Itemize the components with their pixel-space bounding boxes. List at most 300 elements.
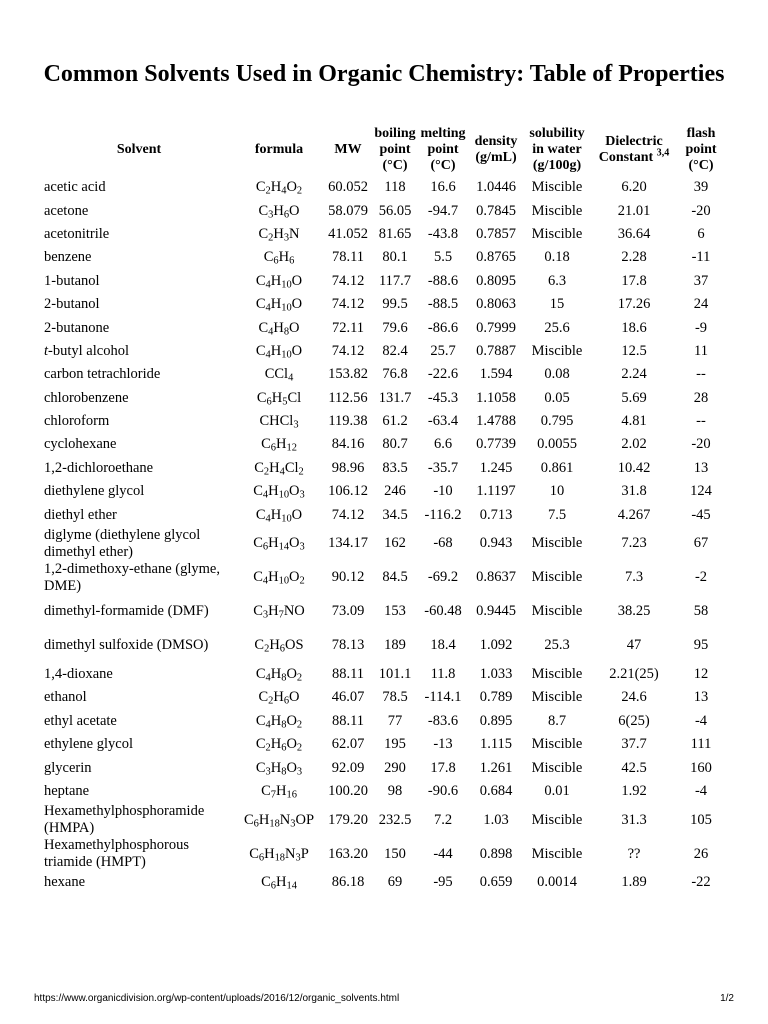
table-row	[44, 246, 724, 269]
cell-name: t-butyl alcohol	[44, 342, 129, 359]
cell-bp: 131.7	[378, 389, 412, 406]
cell-formula: $C_4H_8O$	[258, 319, 300, 338]
cell-bp: 76.8	[382, 366, 408, 383]
cell-solubility: Miscible	[531, 603, 583, 620]
table-row	[44, 710, 724, 733]
cell-mw: 74.12	[331, 296, 365, 313]
cell-formula: $C_6H_{14}O_3$	[253, 535, 305, 553]
cell-flash: 105	[690, 811, 712, 828]
cell-bp: 150	[384, 845, 406, 862]
cell-flash: 6	[697, 225, 705, 242]
cell-name: acetonitrile	[44, 225, 110, 242]
cell-density: 1.033	[479, 666, 513, 683]
table-row	[44, 433, 724, 456]
cell-mw: 60.052	[328, 179, 368, 196]
table-row	[44, 803, 724, 837]
cell-density: 0.8637	[476, 569, 516, 586]
cell-formula: $C_4H_8O_2$	[255, 712, 303, 731]
cell-dielectric: ??	[627, 845, 641, 862]
cell-flash: 39	[693, 179, 709, 196]
cell-name: chlorobenzene	[44, 389, 129, 406]
cell-density: 1.0446	[476, 179, 516, 196]
header-solubility-line: in water	[532, 142, 582, 157]
cell-solubility: Miscible	[531, 811, 583, 828]
cell-bp: 78.5	[382, 689, 408, 706]
cell-formula: $C_4H_8O_2$	[255, 666, 303, 684]
cell-density: 0.895	[479, 712, 513, 729]
cell-formula: $C_4H_{10}O_2$	[253, 569, 305, 587]
cell-mp: -94.7	[427, 202, 459, 219]
cell-mw: 134.17	[328, 535, 368, 552]
cell-mw: 62.07	[331, 736, 365, 753]
cell-bp: 82.4	[382, 342, 408, 359]
cell-mp: 5.5	[433, 249, 453, 266]
cell-flash: 13	[693, 459, 709, 476]
table-row	[44, 663, 724, 686]
cell-name: glycerin	[44, 759, 92, 776]
cell-formula: $C_3H_6O$	[258, 202, 300, 221]
cell-dielectric: 38.25	[617, 603, 651, 620]
table-row	[44, 387, 724, 410]
cell-formula: $C_6H_{14}$	[261, 874, 297, 892]
cell-flash: 95	[693, 637, 709, 654]
cell-density: 0.943	[479, 535, 513, 552]
cell-dielectric: 2.02	[621, 436, 647, 453]
cell-density: 0.684	[479, 783, 513, 799]
cell-flash: 13	[693, 689, 709, 706]
cell-bp: 81.65	[378, 225, 412, 242]
header-dielectric-line	[590, 147, 678, 166]
cell-mp: -88.6	[427, 272, 459, 289]
cell-name: 1,4-dioxane	[44, 666, 113, 683]
cell-bp: 246	[384, 483, 406, 500]
cell-mp: -88.5	[427, 296, 459, 313]
cell-name: ethanol	[44, 689, 87, 706]
cell-dielectric: 31.8	[621, 483, 647, 500]
cell-solubility: 25.3	[544, 637, 570, 654]
header-bp-line: (°C)	[382, 158, 408, 173]
cell-flash: 67	[693, 535, 709, 552]
cell-density: 1.092	[479, 637, 513, 654]
cell-flash: 28	[693, 389, 709, 406]
cell-density: 0.7887	[476, 342, 516, 359]
cell-solubility: Miscible	[531, 202, 583, 219]
cell-solubility: 7.5	[547, 506, 567, 523]
cell-formula: $C_4H_{10}O_3$	[253, 483, 305, 501]
cell-bp: 80.7	[382, 436, 408, 453]
page-number: 1/2	[720, 993, 734, 1004]
cell-density: 1.115	[479, 736, 513, 753]
table-row	[44, 176, 724, 199]
cell-name: carbon tetrachloride	[44, 366, 161, 383]
cell-mp: -95	[433, 874, 453, 891]
cell-formula: $C_3H_7NO$	[253, 603, 305, 621]
cell-formula: $C_7H_{16}$	[261, 783, 297, 801]
cell-mw: 73.09	[331, 603, 365, 620]
cell-density: 0.8063	[476, 296, 516, 313]
cell-name: cyclohexane	[44, 436, 117, 453]
cell-flash: 37	[693, 272, 709, 289]
cell-bp: 98	[387, 783, 403, 799]
cell-dielectric: 42.5	[621, 759, 647, 776]
header-formula: formula	[254, 142, 304, 157]
cell-mw: 98.96	[331, 459, 365, 476]
cell-density: 0.9445	[476, 603, 516, 620]
cell-mw: 72.11	[331, 319, 365, 336]
cell-name: Hexamethylphosphoramide (HMPA)	[44, 803, 205, 837]
cell-name: ethyl acetate	[44, 712, 117, 729]
cell-name: chloroform	[44, 413, 110, 430]
cell-solubility: Miscible	[531, 736, 583, 753]
cell-mw: 58.079	[328, 202, 368, 219]
header-mw: MW	[334, 142, 362, 157]
cell-density: 0.7739	[476, 436, 516, 453]
cell-formula: $C_4H_{10}O$	[255, 296, 303, 314]
cell-density: 0.7999	[476, 319, 516, 336]
cell-mp: -45.3	[427, 389, 459, 406]
cell-formula: $C_2H_6O$	[258, 689, 300, 708]
cell-dielectric: 2.24	[621, 366, 647, 383]
cell-mw: 90.12	[331, 569, 365, 586]
cell-density: 0.659	[479, 874, 513, 891]
cell-mw: 78.13	[331, 637, 365, 654]
cell-bp: 290	[384, 759, 406, 776]
cell-density: 1.594	[479, 366, 513, 383]
cell-formula: CCl$_4$	[264, 366, 294, 384]
cell-bp: 162	[384, 535, 406, 552]
source-url[interactable]: https://www.organicdivision.org/wp-content/uploads/2016/12/organic_solvents.html	[34, 993, 400, 1004]
cell-dielectric: 12.5	[621, 342, 647, 359]
cell-formula: $C_6H_6$	[263, 249, 295, 267]
cell-formula: $C_4H_{10}O$	[255, 272, 303, 291]
header-bp-line: boiling	[374, 126, 416, 141]
header-dielectric	[590, 124, 678, 176]
table-row	[44, 480, 724, 503]
table-row	[44, 503, 724, 526]
cell-mp: -116.2	[424, 506, 462, 523]
cell-flash: 12	[693, 666, 709, 683]
cell-mw: 74.12	[331, 342, 365, 359]
cell-dielectric: 7.23	[621, 535, 647, 552]
cell-formula: $C_2H_6O_2$	[255, 736, 303, 754]
header-flash-line: flash	[686, 126, 716, 141]
cell-name: diethyl ether	[44, 506, 117, 523]
cell-dielectric: 4.267	[617, 506, 651, 523]
cell-name: 1,2-dimethoxy-ethane (glyme, DME)	[44, 560, 220, 594]
table-row	[44, 780, 724, 803]
header-mp-line: (°C)	[430, 158, 456, 173]
table-row	[44, 316, 724, 339]
cell-flash: 24	[693, 296, 709, 313]
table-row	[44, 410, 724, 433]
cell-mp: -43.8	[427, 225, 459, 242]
cell-density: 1.261	[479, 759, 513, 776]
cell-dielectric: 21.01	[617, 202, 651, 219]
cell-solubility: Miscible	[531, 666, 583, 683]
cell-formula: $C_2H_6OS$	[254, 637, 304, 655]
cell-formula: $C_6H_{12}$	[261, 436, 297, 455]
cell-mp: -68	[433, 535, 453, 552]
cell-bp: 232.5	[378, 811, 412, 828]
cell-solubility: 15	[549, 296, 565, 313]
cell-solubility: 0.861	[540, 459, 574, 476]
cell-solubility: Miscible	[531, 179, 583, 196]
cell-density: 0.713	[479, 506, 513, 523]
cell-mp: -69.2	[427, 569, 459, 586]
cell-solubility: 0.08	[544, 366, 570, 383]
table-row	[44, 223, 724, 246]
cell-flash: -45	[691, 506, 711, 523]
cell-density: 0.789	[479, 689, 513, 706]
cell-mw: 153.82	[328, 366, 368, 383]
header-dielectric-ref: 3,4	[656, 147, 670, 159]
cell-name: 2-butanone	[44, 319, 110, 336]
cell-formula: $C_6H_{18}N_3OP$	[243, 811, 315, 830]
cell-mw: 46.07	[331, 689, 365, 706]
cell-dielectric: 6(25)	[618, 712, 650, 729]
page-footer	[34, 993, 734, 1004]
cell-bp: 84.5	[382, 569, 408, 586]
cell-flash: --	[696, 366, 706, 383]
page-title: Common Solvents Used in Organic Chemistry: Table of Properties	[43, 61, 725, 87]
header-boiling-point	[372, 124, 418, 176]
cell-dielectric: 1.92	[621, 783, 647, 799]
cell-flash: -4	[694, 712, 708, 729]
header-bp-line: point	[379, 142, 411, 157]
cell-flash: 58	[693, 603, 709, 620]
cell-dielectric: 2.21(25)	[609, 666, 659, 683]
cell-bp: 118	[384, 179, 406, 196]
cell-mw: 88.11	[331, 666, 365, 683]
table-row	[44, 270, 724, 293]
header-density-line: (g/mL)	[475, 150, 517, 165]
cell-name: benzene	[44, 249, 92, 266]
cell-formula: $C_2H_3N$	[258, 225, 300, 244]
cell-density: 1.1197	[476, 483, 516, 500]
cell-name: acetone	[44, 202, 89, 219]
cell-mw: 119.38	[328, 413, 368, 430]
cell-solubility: Miscible	[531, 845, 583, 862]
cell-flash: -20	[691, 436, 711, 453]
cell-mp: -10	[433, 483, 453, 500]
header-solubility-line: solubility	[529, 126, 585, 141]
table-row	[44, 340, 724, 363]
cell-mp: -63.4	[427, 413, 459, 430]
cell-mp: -22.6	[427, 366, 459, 383]
cell-bp: 83.5	[382, 459, 408, 476]
table-row	[44, 561, 724, 595]
cell-solubility: Miscible	[531, 759, 583, 776]
cell-dielectric: 5.69	[621, 389, 647, 406]
cell-dielectric: 7.3	[624, 569, 644, 586]
table-row	[44, 837, 724, 871]
cell-name: acetic acid	[44, 179, 106, 196]
cell-name: 1,2-dichloroethane	[44, 459, 154, 476]
cell-dielectric: 37.7	[621, 736, 647, 753]
cell-solubility: Miscible	[531, 689, 583, 706]
cell-mp: -90.6	[427, 783, 459, 799]
header-flash-line: point	[685, 142, 717, 157]
cell-mp: -60.48	[424, 603, 462, 620]
cell-flash: 26	[693, 845, 709, 862]
cell-dielectric: 17.26	[617, 296, 651, 313]
cell-name: 2-butanol	[44, 296, 100, 313]
table-row	[44, 756, 724, 779]
cell-density: 0.7845	[476, 202, 516, 219]
cell-mw: 179.20	[328, 811, 368, 828]
cell-mp: 6.6	[433, 436, 453, 453]
header-mp-line: melting	[420, 126, 466, 141]
table-row	[44, 733, 724, 756]
cell-name: Hexamethylphosphorous triamide (HMPT)	[44, 837, 189, 871]
cell-density: 0.7857	[476, 225, 516, 242]
cell-flash: --	[696, 413, 706, 430]
cell-mp: 7.2	[433, 811, 453, 828]
cell-formula: $C_2H_4Cl_2$	[254, 459, 304, 478]
table-row	[44, 686, 724, 709]
table-row	[44, 629, 724, 663]
cell-bp: 117.7	[378, 272, 412, 289]
cell-bp: 77	[387, 712, 403, 729]
table-row	[44, 363, 724, 386]
cell-mp: 25.7	[430, 342, 456, 359]
cell-solubility: 25.6	[544, 319, 570, 336]
header-solvent: Solvent	[116, 142, 162, 157]
cell-mw: 112.56	[328, 389, 368, 406]
cell-formula: $C_4H_{10}O$	[255, 506, 303, 525]
cell-formula: $C_2H_4O_2$	[255, 179, 303, 197]
cell-solubility: 8.7	[547, 712, 567, 729]
cell-formula: CHCl$_3$	[259, 413, 299, 431]
cell-mp: 17.8	[430, 759, 456, 776]
cell-solubility: 0.18	[544, 249, 570, 266]
cell-solubility: Miscible	[531, 342, 583, 359]
cell-flash: 111	[690, 736, 712, 753]
cell-bp: 79.6	[382, 319, 408, 336]
cell-name: dimethyl sulfoxide (DMSO)	[44, 637, 209, 654]
header-melting-point	[418, 124, 468, 176]
cell-mw: 74.12	[331, 506, 365, 523]
cell-flash: -11	[691, 249, 711, 266]
cell-bp: 195	[384, 736, 406, 753]
cell-mp: -35.7	[427, 459, 459, 476]
cell-name: diethylene glycol	[44, 483, 145, 500]
cell-dielectric: 1.89	[621, 874, 647, 891]
cell-bp: 80.1	[382, 249, 408, 266]
cell-formula: $C_6H_{18}N_3P$	[249, 845, 309, 864]
cell-dielectric: 10.42	[617, 459, 651, 476]
cell-bp: 69	[387, 874, 403, 891]
cell-mp: 11.8	[430, 666, 456, 683]
cell-mw: 86.18	[331, 874, 365, 891]
cell-mw: 92.09	[331, 759, 365, 776]
cell-solubility: 6.3	[547, 272, 567, 289]
cell-solubility: 0.0055	[537, 436, 577, 453]
cell-dielectric: 4.81	[621, 413, 647, 430]
cell-solubility: Miscible	[531, 535, 583, 552]
cell-mw: 163.20	[328, 845, 368, 862]
cell-dielectric: 2.28	[621, 249, 647, 266]
cell-dielectric: 47	[626, 637, 642, 654]
table-row	[44, 527, 724, 561]
cell-bp: 34.5	[382, 506, 408, 523]
header-dielectric-line: Dielectric	[605, 134, 663, 149]
cell-bp: 153	[384, 603, 406, 620]
cell-mp: 18.4	[430, 637, 456, 654]
cell-name: 1-butanol	[44, 272, 100, 289]
table-row	[44, 293, 724, 316]
header-flash-line: (°C)	[688, 158, 714, 173]
cell-solubility: 0.795	[540, 413, 574, 430]
cell-mw: 41.052	[328, 225, 368, 242]
cell-name: diglyme (diethylene glycol dimethyl ether)	[44, 526, 201, 560]
cell-bp: 61.2	[382, 413, 408, 430]
cell-solubility: 0.05	[544, 389, 570, 406]
cell-density: 1.245	[479, 459, 513, 476]
cell-mp: 16.6	[430, 179, 456, 196]
cell-density: 1.03	[483, 811, 509, 828]
cell-mw: 74.12	[331, 272, 365, 289]
cell-bp: 99.5	[382, 296, 408, 313]
cell-mw: 106.12	[328, 483, 368, 500]
cell-flash: -4	[694, 783, 708, 799]
cell-mp: -86.6	[427, 319, 459, 336]
table-row	[44, 595, 724, 629]
cell-solubility: 0.01	[544, 783, 570, 799]
table-header-row	[44, 124, 724, 176]
cell-mw: 100.20	[328, 783, 368, 799]
cell-dielectric: 17.8	[621, 272, 647, 289]
cell-mw: 84.16	[331, 436, 365, 453]
header-flash-point	[678, 124, 724, 176]
cell-name: hexane	[44, 874, 86, 891]
cell-flash: 124	[690, 483, 712, 500]
cell-mw: 88.11	[331, 712, 365, 729]
cell-formula: $C_3H_8O_3$	[255, 759, 303, 778]
cell-dielectric: 36.64	[617, 225, 651, 242]
cell-solubility: 10	[549, 483, 565, 500]
header-solubility	[524, 124, 590, 176]
table-row	[44, 871, 724, 894]
cell-bp: 56.05	[378, 202, 412, 219]
cell-solubility: Miscible	[531, 569, 583, 586]
cell-mp: -13	[433, 736, 453, 753]
cell-solubility: 0.0014	[537, 874, 577, 891]
cell-density: 1.1058	[476, 389, 516, 406]
cell-mw: 78.11	[331, 249, 365, 266]
cell-dielectric: 24.6	[621, 689, 647, 706]
cell-solubility: Miscible	[531, 225, 583, 242]
cell-mp: -44	[433, 845, 453, 862]
cell-flash: -2	[694, 569, 708, 586]
cell-bp: 101.1	[378, 666, 412, 683]
header-density-line: density	[474, 134, 518, 149]
header-solubility-line: (g/100g)	[532, 158, 582, 173]
cell-bp: 189	[384, 637, 406, 654]
cell-name: heptane	[44, 783, 90, 799]
cell-flash: -9	[694, 319, 708, 336]
cell-density: 0.8095	[476, 272, 516, 289]
table-row	[44, 457, 724, 480]
cell-density: 0.8765	[476, 249, 516, 266]
cell-dielectric: 31.3	[621, 811, 647, 828]
cell-mp: -114.1	[424, 689, 462, 706]
header-dielectric-text: Constant	[598, 150, 654, 165]
header-mp-line: point	[427, 142, 459, 157]
cell-flash: -20	[691, 202, 711, 219]
cell-dielectric: 18.6	[621, 319, 647, 336]
cell-dielectric: 6.20	[621, 179, 647, 196]
